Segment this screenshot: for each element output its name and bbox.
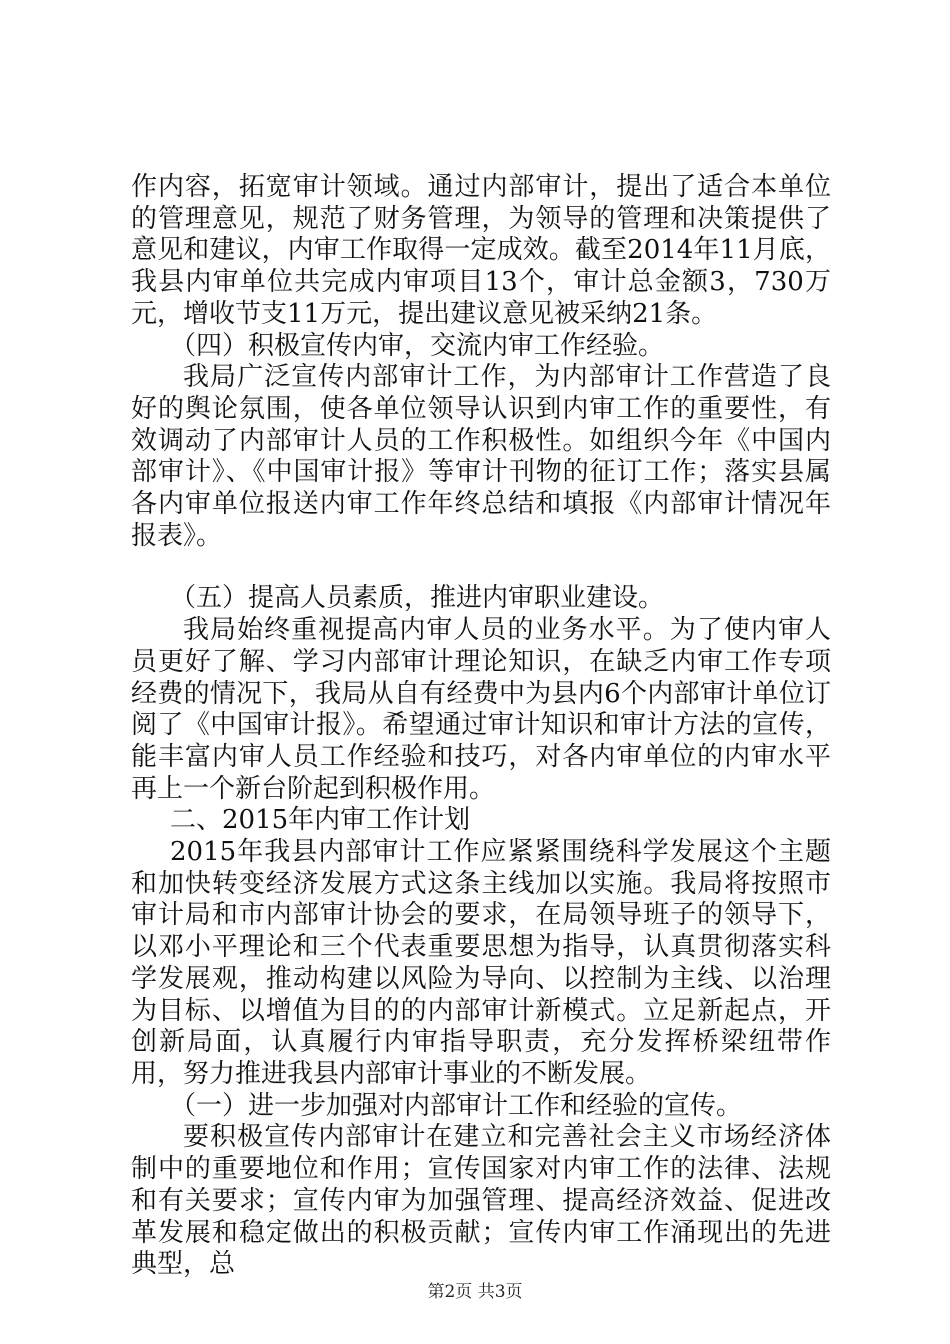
- paragraph-results-continued: 作内容，拓宽审计领域。通过内部审计，提出了适合本单位的管理意见，规范了财务管理，为领导的管理和决策提供了意见和建议，内审工作取得一定成效。截至2014年11月底，我县内审单位共完成内审项目13个，审计总金额3，730万元，增收节支11万元，提出建议意见被采纳21条。: [131, 172, 831, 329]
- section-heading-five: （五）提高人员素质，推进内审职业建设。: [170, 583, 665, 614]
- paragraph-publicity-plan: 要积极宣传内部审计在建立和完善社会主义市场经济体制中的重要地位和作用；宣传国家对内审工作的法律、法规和有关要求；宣传内审为加强管理、提高经济效益、促进改革发展和稳定做出的积极贡献；宣传内审工作涌现出的先进典型，总: [131, 1122, 831, 1280]
- section-heading-four: （四）积极宣传内审，交流内审工作经验。: [170, 330, 665, 361]
- paragraph-staff-quality: 我局始终重视提高内审人员的业务水平。为了使内审人员更好了解、学习内部审计理论知识，在缺乏内审工作专项经费的情况下，我局从自有经费中为县内6个内部审计单位订阅了《中国审计报》。希望通过审计知识和审计方法的宣传，能丰富内审人员工作经验和技巧，对各内审单位的内审水平再上一个新台阶起到积极作用。: [131, 615, 831, 804]
- section-heading-one: （一）进一步加强对内部审计工作和经验的宣传。: [170, 1090, 743, 1121]
- page-footer: 第2页 共3页: [427, 1282, 523, 1302]
- section-heading-plan-2015: 二、2015年内审工作计划: [170, 805, 471, 836]
- paragraph-plan-2015: 2015年我县内部审计工作应紧紧围绕科学发展这个主题和加快转变经济发展方式这条主线加以实施。我局将按照市审计局和市内部审计协会的要求，在局领导班子的领导下，以邓小平理论和三个代表重要思想为指导，认真贯彻落实科学发展观，推动构建以风险为导向、以控制为主线、以治理为目标、以增值为目的的内部审计新模式。立足新起点，开创新局面，认真履行内审指导职责，充分发挥桥梁纽带作用，努力推进我县内部审计事业的不断发展。: [131, 837, 831, 1089]
- document-body: [131, 172, 831, 1281]
- paragraph-publicity: 我局广泛宣传内部审计工作，为内部审计工作营造了良好的舆论氛围，使各单位领导认识到内审工作的重要性，有效调动了内部审计人员的工作积极性。如组织今年《中国内部审计》、《中国审计报》等审计刊物的征订工作；落实县属各内审单位报送内审工作年终总结和填报《内部审计情况年报表》。: [131, 362, 831, 551]
